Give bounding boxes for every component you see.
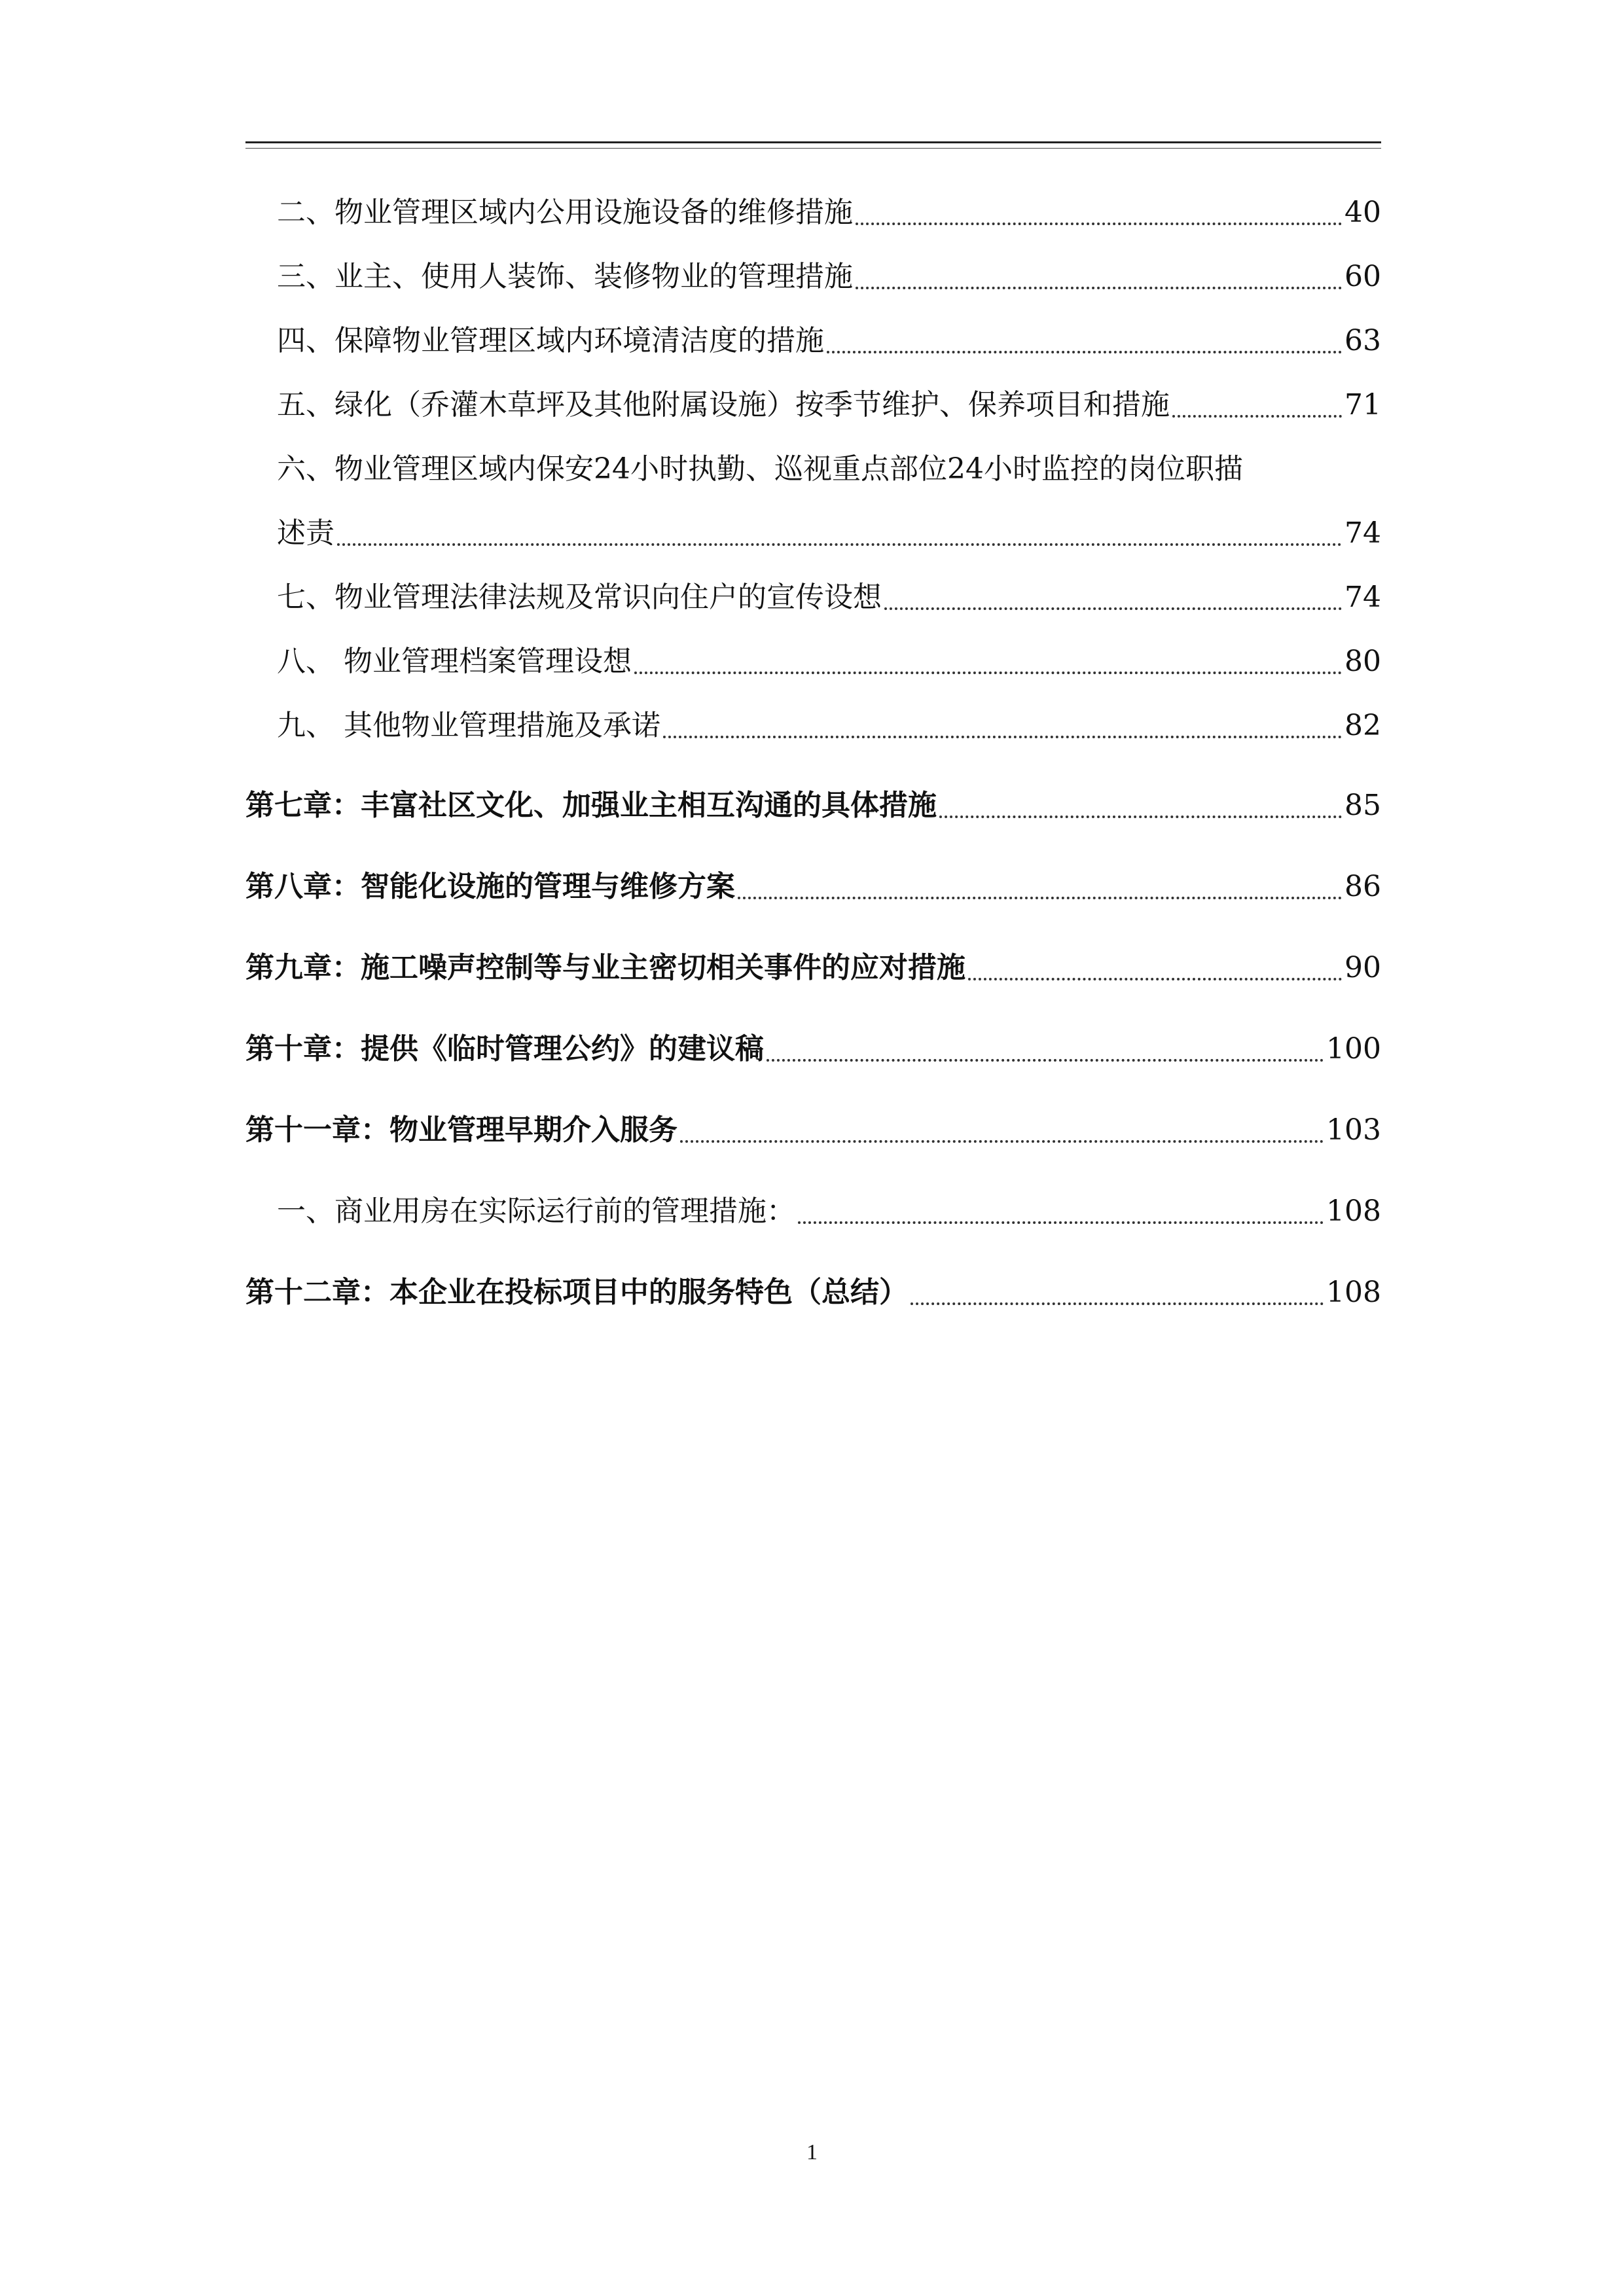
toc-entry-page: 90 — [1344, 951, 1381, 984]
leader-dots — [968, 978, 1342, 980]
toc-entry-label: 述责 — [277, 516, 334, 550]
toc-entry-label: 七、物业管理法律法规及常识向住户的宣传设想 — [277, 581, 882, 614]
leader-dots — [856, 223, 1342, 225]
toc-chapter-entry[interactable] — [245, 1270, 1381, 1316]
header-rule-thin — [245, 148, 1381, 149]
toc-entry[interactable] — [245, 318, 1381, 364]
toc-entry-page: 108 — [1326, 1276, 1381, 1309]
toc-entry-label: 八、 物业管理档案管理设想 — [277, 645, 632, 678]
toc-entry-wrapped-second-line[interactable] — [245, 511, 1381, 556]
leader-dots — [738, 897, 1342, 899]
leader-dots — [798, 1221, 1324, 1224]
toc-entry-page: 63 — [1344, 324, 1381, 357]
toc-entry-label: 第七章：丰富社区文化、加强业主相互沟通的具体措施 — [245, 789, 937, 822]
toc-entry-page: 82 — [1344, 709, 1381, 742]
toc-entry[interactable] — [245, 382, 1381, 428]
toc-entry-page: 80 — [1344, 645, 1381, 678]
toc-entry-page: 103 — [1326, 1113, 1381, 1147]
header-rule — [245, 141, 1381, 143]
toc-entry-label: 五、绿化（乔灌木草坪及其他附属设施）按季节维护、保养项目和措施 — [277, 388, 1170, 422]
toc-chapter-entry[interactable] — [245, 1026, 1381, 1072]
toc-entry-label: 第十一章：物业管理早期介入服务 — [245, 1113, 677, 1147]
toc-entry-label: 第十章：提供《临时管理公约》的建议稿 — [245, 1032, 764, 1066]
toc-entry-wrapped-first-line[interactable] — [245, 446, 1381, 492]
toc-entry-label: 第九章：施工噪声控制等与业主密切相关事件的应对措施 — [245, 951, 965, 984]
toc-entry[interactable] — [245, 1189, 1381, 1234]
toc-entry-page: 85 — [1344, 789, 1381, 822]
toc-chapter-entry[interactable] — [245, 1107, 1381, 1153]
leader-dots — [767, 1059, 1324, 1062]
toc-entry-label: 三、业主、使用人装饰、装修物业的管理措施 — [277, 260, 853, 293]
toc-entry[interactable] — [245, 639, 1381, 685]
leader-dots — [911, 1302, 1324, 1305]
toc-entry-page: 40 — [1344, 196, 1381, 229]
toc-chapter-entry[interactable] — [245, 945, 1381, 991]
toc-entry[interactable] — [245, 254, 1381, 300]
toc-entry-page: 60 — [1344, 260, 1381, 293]
toc-entry-page: 74 — [1344, 581, 1381, 614]
leader-dots — [939, 816, 1342, 818]
toc-entry-page: 71 — [1344, 388, 1381, 422]
toc-chapter-entry[interactable] — [245, 864, 1381, 910]
leader-dots — [680, 1140, 1324, 1143]
toc-entry-label: 六、物业管理区域内保安24小时执勤、巡视重点部位24小时监控的岗位职描 — [277, 452, 1243, 486]
page-number: 1 — [806, 2140, 818, 2164]
toc-entry-label: 第十二章：本企业在投标项目中的服务特色（总结） — [245, 1276, 908, 1309]
toc-entry-page: 100 — [1326, 1032, 1381, 1066]
leader-dots — [663, 736, 1342, 738]
leader-dots — [1172, 415, 1342, 418]
leader-dots — [884, 607, 1342, 610]
toc-entry[interactable] — [245, 703, 1381, 749]
toc-entry-label: 四、保障物业管理区域内环境清洁度的措施 — [277, 324, 824, 357]
toc-entry-label: 一、商业用房在实际运行前的管理措施： — [277, 1194, 795, 1228]
toc-entry-label: 九、 其他物业管理措施及承诺 — [277, 709, 660, 742]
toc-chapter-entry[interactable] — [245, 783, 1381, 829]
leader-dots — [634, 672, 1342, 674]
leader-dots — [827, 351, 1342, 353]
toc-entry-page: 74 — [1344, 516, 1381, 550]
toc-entry-page: 108 — [1326, 1194, 1381, 1228]
toc-entry[interactable] — [245, 575, 1381, 620]
toc-entry[interactable] — [245, 190, 1381, 236]
leader-dots — [337, 543, 1342, 546]
leader-dots — [856, 287, 1342, 289]
toc-entry-label: 第八章：智能化设施的管理与维修方案 — [245, 870, 735, 903]
toc-entry-label: 二、物业管理区域内公用设施设备的维修措施 — [277, 196, 853, 229]
toc-entry-page: 86 — [1344, 870, 1381, 903]
